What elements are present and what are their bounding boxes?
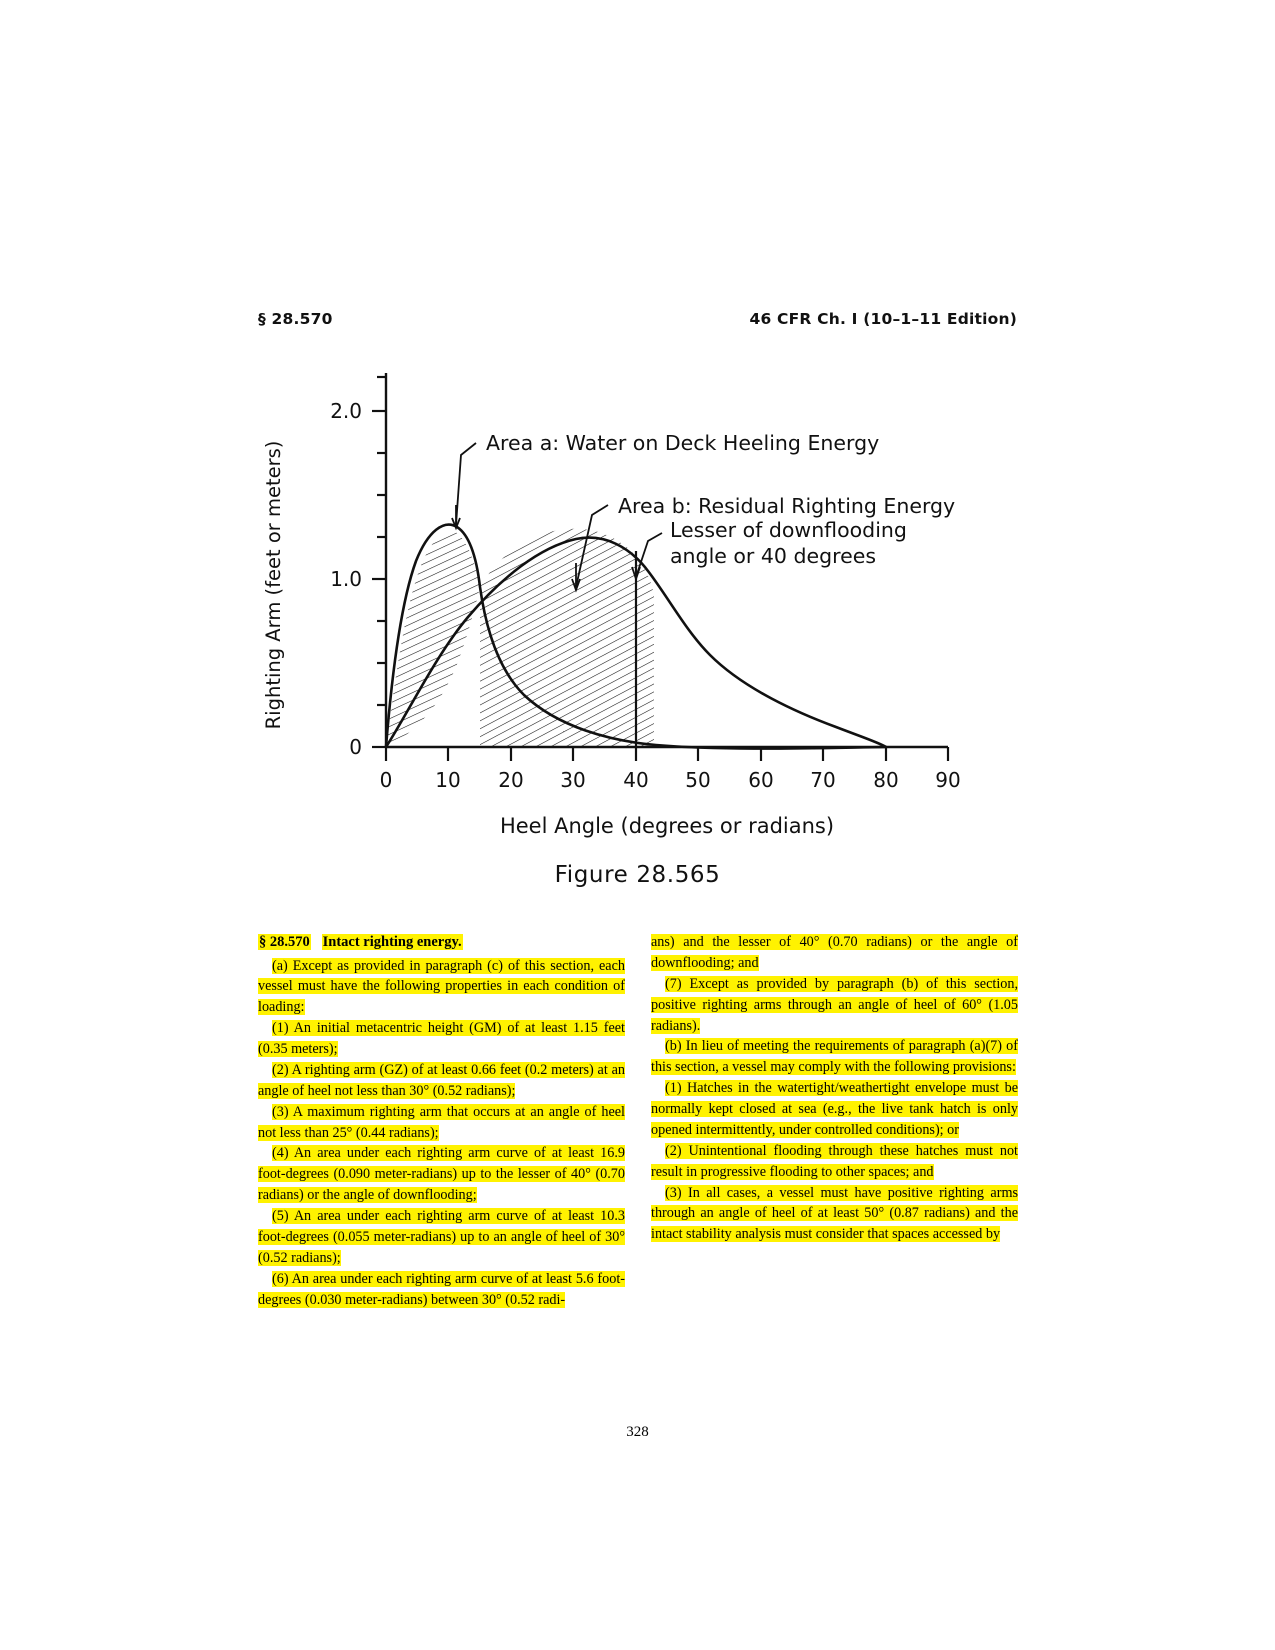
paragraph-a1 xyxy=(258,1018,625,1060)
paragraph-a3 xyxy=(258,1102,625,1144)
area-b-hatching xyxy=(473,515,663,755)
paragraph-a2-text: (2) A righting arm (GZ) of at least 0.66 feet (0.2 meters) at an angle of heel not less than 30° (0.52 radians); xyxy=(258,1061,625,1099)
left-column xyxy=(258,932,625,1310)
y-axis-ticks xyxy=(372,377,386,747)
paragraph-b2-text: (2) Unintentional flooding through these hatches must not result in progressive flooding to other spaces; and xyxy=(651,1142,1018,1180)
x-axis-ticks xyxy=(386,747,948,761)
annotation-downflooding-line1: Lesser of downflooding xyxy=(670,518,907,542)
paragraph-a7 xyxy=(651,974,1018,1037)
paragraph-a5-text: (5) An area under each righting arm curve of at least 10.3 foot-degrees (0.055 meter-radians) up to an angle of heel of 30° (0.52 radians); xyxy=(258,1208,625,1266)
x-tick-labels xyxy=(380,768,961,792)
svg-text:40: 40 xyxy=(623,768,649,792)
svg-text:60: 60 xyxy=(748,768,774,792)
paragraph-a4 xyxy=(258,1143,625,1206)
body-columns xyxy=(258,932,1018,1310)
paragraph-a xyxy=(258,956,625,1019)
running-head-edition: 46 CFR Ch. I (10–1–11 Edition) xyxy=(749,310,1017,328)
y-tick-label-2: 2.0 xyxy=(330,399,362,423)
section-heading xyxy=(258,932,625,953)
figure-caption: Figure 28.565 xyxy=(554,862,721,888)
paragraph-a2 xyxy=(258,1060,625,1102)
svg-text:0: 0 xyxy=(379,768,393,792)
svg-text:50: 50 xyxy=(685,768,711,792)
paragraph-a4-text: (4) An area under each righting arm curve of at least 16.9 foot-degrees (0.090 meter-radians) up to the lesser of 40° (0.70 radians) or the angle of downflooding; xyxy=(258,1145,625,1204)
running-head-section: § 28.570 xyxy=(258,310,333,328)
area-a-leader-line xyxy=(456,443,476,525)
annotation-area-a: Area a: Water on Deck Heeling Energy xyxy=(486,431,880,455)
righting-arm-chart xyxy=(258,355,1018,915)
svg-text:70: 70 xyxy=(810,768,836,792)
y-tick-label-0: 0 xyxy=(349,735,362,759)
paragraph-a6-cont xyxy=(651,932,1018,974)
paragraph-a6-cont-text: ans) and the lesser of 40° (0.70 radians) or the angle of downflooding; and xyxy=(651,934,1018,971)
page-number: 328 xyxy=(626,1424,649,1440)
annotation-area-b: Area b: Residual Righting Energy xyxy=(618,494,956,518)
figure-28565 xyxy=(258,355,1018,915)
paragraph-a7-text: (7) Except as provided by paragraph (b) of this section, positive righting arms through an angle of heel of 60° (1.05 radians). xyxy=(651,975,1018,1034)
paragraph-b-text: (b) In lieu of meeting the requirements of paragraph (a)(7) of this section, a vessel may comply with the following provisions: xyxy=(651,1038,1018,1076)
paragraph-a3-text: (3) A maximum righting arm that occurs at an angle of heel not less than 25° (0.44 radians); xyxy=(258,1103,625,1141)
paragraph-a5 xyxy=(258,1206,625,1269)
paragraph-b xyxy=(651,1036,1018,1078)
paragraph-b2 xyxy=(651,1141,1018,1183)
y-tick-label-1: 1.0 xyxy=(330,567,362,591)
paragraph-a1-text: (1) An initial metacentric height (GM) of at least 1.15 feet (0.35 meters); xyxy=(258,1020,625,1058)
paragraph-a6 xyxy=(258,1269,625,1311)
paragraph-b1 xyxy=(651,1078,1018,1141)
annotation-downflooding-line2: angle or 40 degrees xyxy=(670,544,877,568)
svg-text:10: 10 xyxy=(435,768,461,792)
y-axis-title: Righting Arm (feet or meters) xyxy=(262,440,285,730)
paragraph-b3 xyxy=(651,1183,1018,1246)
svg-text:80: 80 xyxy=(873,768,899,792)
section-heading-title: Intact righting energy. xyxy=(322,934,462,950)
svg-text:30: 30 xyxy=(560,768,586,792)
paragraph-a-text: (a) Except as provided in paragraph (c) of this section, each vessel must have the following properties in each condition of loading: xyxy=(258,957,625,1016)
running-head xyxy=(258,310,1017,328)
x-axis-title: Heel Angle (degrees or radians) xyxy=(499,814,835,838)
svg-text:20: 20 xyxy=(498,768,524,792)
paragraph-a6-text: (6) An area under each righting arm curve of at least 5.6 foot-degrees (0.030 meter-radians) between 30° (0.52 radi- xyxy=(258,1270,625,1308)
paragraph-b3-text: (3) In all cases, a vessel must have positive righting arms through an angle of heel of at least 50° (0.87 radians) and the intact stability analysis must consider that spaces accessed by xyxy=(651,1184,1018,1243)
svg-text:90: 90 xyxy=(935,768,961,792)
section-heading-number: § 28.570 xyxy=(259,934,310,950)
paragraph-b1-text: (1) Hatches in the watertight/weathertight envelope must be normally kept closed at sea (e.g., the live tank hatch is only opened intermittently, under controlled conditions); or xyxy=(651,1080,1018,1138)
right-column xyxy=(651,932,1018,1310)
